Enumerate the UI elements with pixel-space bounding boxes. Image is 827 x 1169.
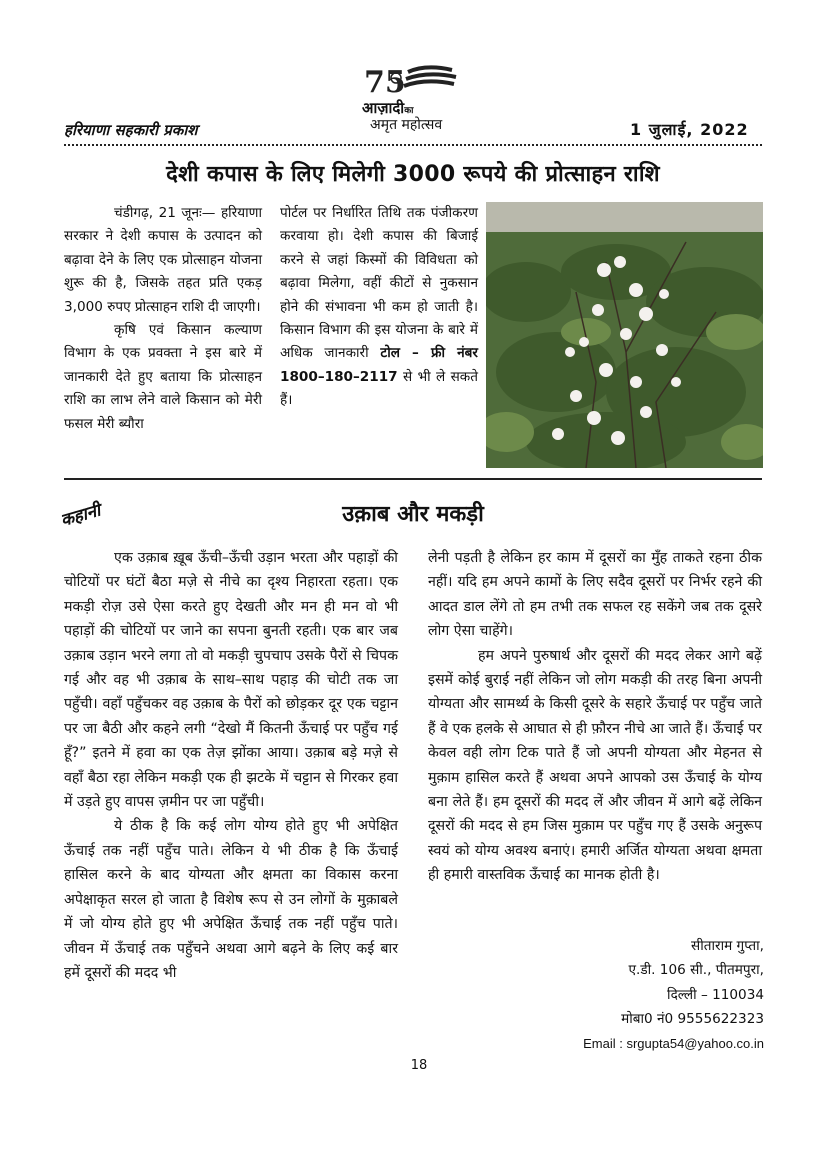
azadi-ka-amrit-mahotsav-logo — [356, 62, 476, 132]
story-paragraph: एक उक़ाब ख़ूब ऊँची–ऊँची उड़ान भरता और पहाड़ों की चोटियों पर घंटों बैठा मज़े से नीचे का दृश्य निहारता रहता। एक मकड़ी रोज़ उसे ऐसा करते हुए देखती और मन ही मन वो भी पहाड़ों की चोटियों पर जाने का सपना बुनती रहती। एक बार जब उक़ाब उड़ान भरने लगा तो वो मकड़ी चुपचाप उसके पैरों से चिपक गई और वह भी उक़ाब के साथ–साथ पहाड़ की चोटी तक जा पहुँची। वहाँ पहुँचकर वह उक़ाब के पैरों को छोड़कर दूर एक चट्टान पर जा बैठी और कहने लगी “देखो मैं कितनी ऊँचाई पर पहुँच गई हूँ?” इतने में हवा का एक तेज़ झोंका आया। उक़ाब बड़े मज़े से वहाँ बैठा रहा लेकिन मकड़ी एक ही झटके में चट्टान से गिरकर हवा में उड़ते हुए वापस ज़मीन पर जा पहुँची। — [64, 550, 398, 811]
logo-75-emblem-icon — [356, 62, 476, 102]
article-column-2 — [280, 202, 478, 413]
story-paragraph: हम अपने पुरुषार्थ और दूसरों की मदद लेकर आगे बढ़ें इसमें कोई बुराई नहीं लेकिन जो लोग मकड़ी की तरह बिना अपनी योग्यता और सामर्थ्य के किसी दूसरे के सहारे ऊँचाई पर पहुँच जाते हैं वे एक हलके से आघात से ही फ़ौरन नीचे आ जाते हैं। ऊँचाई पर केवल वही लोग टिक पाते हैं जो अपनी योग्यता और मेहनत से मुक़ाम हासिल करते हैं अथवा अपने आपको उस ऊँचाई के योग्य बना लेते हैं। हम दूसरों की मदद लें और जीवन में आगे बढ़ें लेकिन दूसरों की मदद से हम जिस मुक़ाम पर पहुँच गए हैं उसके अनुरूप स्वयं को योग्य अवश्य बनाएं। हमारी अर्जित योग्यता अथवा क्षमता ही हमारी वास्तविक ऊँचाई का मानक होती है। — [428, 647, 762, 884]
article-paragraph: कृषि एवं किसान कल्याण विभाग के एक प्रवक्ता ने इस बारे में जानकारी देते हुए बताया कि प्रोत्साहन राशि का लाभ लेने वाले किसान को मेरी फसल मेरी ब्यौरा — [64, 322, 262, 432]
story-title: उक़ाब और मकड़ी — [342, 502, 484, 527]
story-paragraph: ये ठीक है कि कई लोग योग्य होते हुए भी अपेक्षित ऊँचाई तक नहीं पहुँच पाते। लेकिन ये भी ठीक है कि ऊँचाई हासिल करने के बाद योग्यता और क्षमता का विकास करना अपेक्षाकृत सरल हो जाता है विशेष रूप से उन लोगों के मुक़ाबले में जो योग्य होते हुए भी अपेक्षित ऊँचाई तक नहीं पहुँच पाते। जीवन में ऊँचाई तक पहुँचने अथवा आगे बढ़ने के लिए कई बार हमें दूसरों की मदद भी — [64, 818, 398, 981]
logo-number: 75 — [364, 65, 406, 100]
author-address-line-2: दिल्ली – 110034 — [667, 986, 764, 1003]
story-column-1 — [64, 546, 398, 985]
article-column-1 — [64, 202, 262, 436]
article-headline: देशी कपास के लिए मिलेगी 3000 रूपये की प्रोत्साहन राशि — [166, 162, 660, 187]
publication-name: हरियाणा सहकारी प्रकाश — [64, 121, 198, 139]
article-paragraph: पोर्टल पर निर्धारित तिथि तक पंजीकरण करवाया हो। देशी कपास की बिजाई करने से जहां किस्मों की विविधता को बढ़ावा मिलेगा, वहीं कीटों से नुकसान होने की संभावना भी कम हो जाती है। किसान विभाग की इस योजना के बारे में अधिक जानकारी टोल – फ्री नंबर 1800–180–2117 से भी ले सकते हैं। — [280, 205, 478, 409]
toll-free-number: टोल – फ्री नंबर 1800–180–2117 — [280, 345, 478, 385]
author-phone: मोबा0 नं0 9555622323 — [621, 1011, 764, 1028]
header-divider — [64, 144, 762, 146]
author-email: Email : srgupta54@yahoo.co.in — [583, 1035, 764, 1051]
story-column-2 — [428, 546, 762, 888]
story-paragraph: लेनी पड़ती है लेकिन हर काम में दूसरों का मुँह ताकते रहना ठीक नहीं। यदि हम अपने कामों के लिए सदैव दूसरों पर निर्भर रहने की आदत डाल लेंगे तो हम तभी तक सफल रह सकेंगे जब तक दूसरे लोग ऐसा चाहेंगे। — [428, 550, 762, 640]
issue-date: 1 जुलाई, 2022 — [630, 120, 749, 139]
section-divider — [64, 478, 762, 480]
cotton-plant-photo — [486, 202, 763, 468]
logo-line1: आज़ादीका — [362, 99, 414, 117]
logo-line2: अमृत महोत्सव — [370, 117, 443, 133]
page-number: 18 — [410, 1058, 428, 1073]
author-address-line-1: ए.डी. 106 सी., पीतमपुरा, — [628, 962, 764, 979]
author-block — [560, 934, 764, 1056]
story-category-label: कहानी — [58, 500, 103, 531]
article-paragraph: चंडीगढ़, 21 जूनः— हरियाणा सरकार ने देशी कपास के उत्पादन को बढ़ावा देने के लिए एक प्रोत्साहन योजना शुरू की है, जिसके तहत प्रति एकड़ 3,000 रुपए प्रोत्साहन राशि दी जाएगी। — [64, 205, 262, 315]
author-name: सीताराम गुप्ता, — [691, 938, 764, 954]
